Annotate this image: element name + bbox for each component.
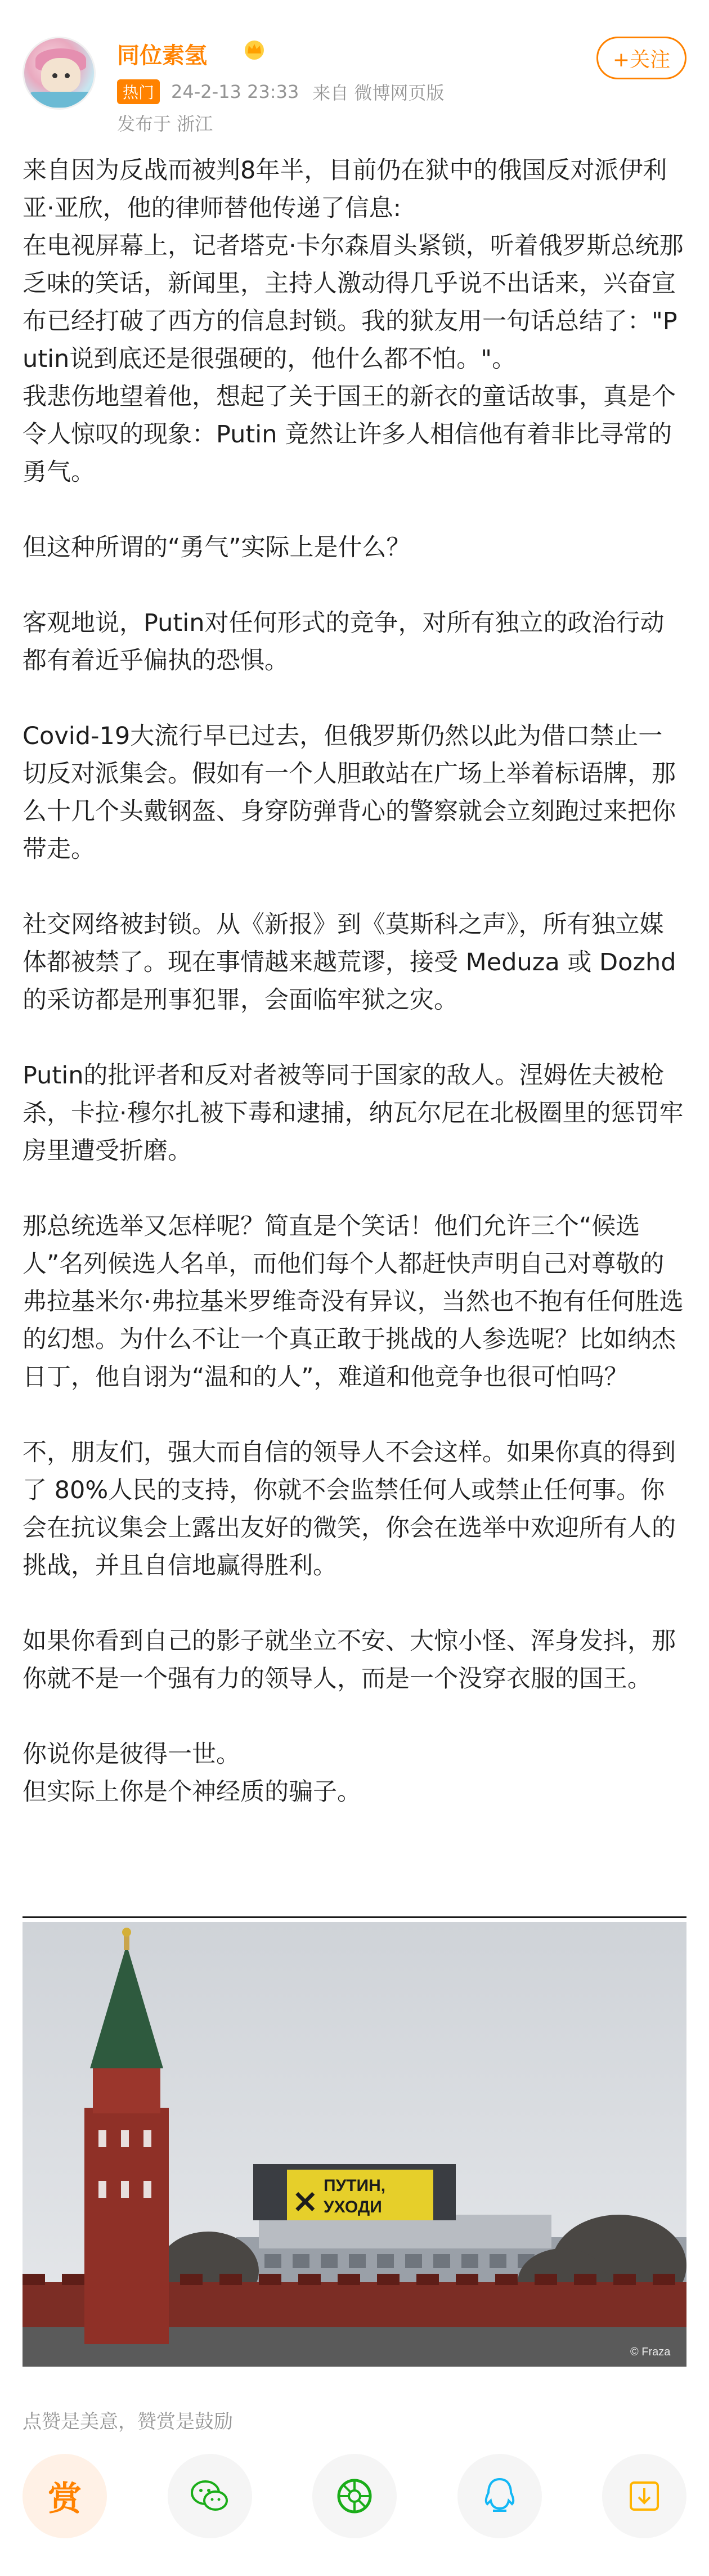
reward-icon: 赏 xyxy=(48,2479,82,2519)
follow-button[interactable]: +关注 xyxy=(596,37,686,79)
billboard-mark: × xyxy=(291,2181,319,2220)
paragraph: 但实际上你是个神经质的骗子。 xyxy=(23,1778,361,1806)
paragraph: 社交网络被封锁。从《新报》到《莫斯科之声》，所有独立媒体都被禁了。现在事情越来越荒谬，接受 Meduza 或 Dozhd 的采访都是刑事犯罪，会面临牢狱之灾。 xyxy=(23,911,676,1014)
wechat-share-button[interactable] xyxy=(168,2454,252,2538)
photo-watermark: © Fraza xyxy=(630,2346,671,2358)
reward-button[interactable] xyxy=(23,2454,107,2538)
paragraph: Putin的批评者和反对者被等同于国家的敌人。涅姆佐夫被枪杀，卡拉·穆尔扎被下毒和逮捕，纳瓦尔尼在北极圈里的惩罚牢房里遭受折磨。 xyxy=(23,1061,684,1165)
post-photo[interactable] xyxy=(23,1922,686,2367)
crown-icon xyxy=(242,39,267,60)
paragraph: 那总统选举又怎样呢？简直是个笑话！他们允许三个“候选人”名列候选人名单，而他们每个人都赶快声明自己对尊敬的弗拉基米尔·弗拉基米罗维奇没有异议，当然也不抱有任何胜选的幻想。为什么不让一个真正敢于挑战的人参选呢？比如纳杰日丁，他自诩为“温和的人”，难道和他竞争也很可怕吗？ xyxy=(23,1212,684,1391)
paragraph: 如果你看到自己的影子就坐立不安、大惊小怪、浑身发抖，那你就不是一个强有力的领导人，而是一个没穿衣服的国王。 xyxy=(23,1627,676,1693)
save-image-button[interactable] xyxy=(602,2454,686,2538)
billboard-line2: УХОДИ xyxy=(324,2198,382,2216)
hot-badge: 热门 xyxy=(117,79,160,104)
qq-share-button[interactable] xyxy=(457,2454,542,2538)
post-content xyxy=(23,152,686,1811)
post-meta xyxy=(117,80,444,103)
avatar[interactable] xyxy=(23,37,96,110)
qq-icon xyxy=(477,2474,522,2519)
reward-tip: 点赞是美意，赞赏是鼓励 xyxy=(23,2411,233,2433)
paragraph: 客观地说，Putin对任何形式的竞争，对所有独立的政治行动都有着近乎偏执的恐惧。 xyxy=(23,609,665,675)
save-icon xyxy=(622,2474,667,2519)
kremlin-photo xyxy=(23,1922,686,2367)
paragraph: 你说你是彼得一世。 xyxy=(23,1740,240,1768)
share-bar xyxy=(23,2454,686,2544)
billboard-line1: ПУТИН, xyxy=(324,2176,386,2195)
post-location: 发布于 浙江 xyxy=(117,113,213,135)
paragraph: 但这种所谓的“勇气”实际上是什么？ xyxy=(23,534,411,562)
moments-share-button[interactable] xyxy=(312,2454,397,2538)
paragraph: 来自因为反战而被判8年半，目前仍在狱中的俄国反对派伊利亚·亚欣，他的律师替他传递了信息: xyxy=(23,156,667,222)
post-header xyxy=(23,31,686,144)
paragraph: 不，朋友们，强大而自信的领导人不会这样。如果你真的得到了 80%人民的支持，你就不会监禁任何人或禁止任何事。你会在抗议集会上露出友好的微笑，你会在选举中欢迎所有人的挑战，并且自信地赢得胜利。 xyxy=(23,1439,676,1580)
paragraph: Covid-19大流行早已过去，但俄罗斯仍然以此为借口禁止一切反对派集会。假如有一个人胆敢站在广场上举着标语牌，那么十几个头戴钢盔、身穿防弹背心的警察就会立刻跑过来把你带走。 xyxy=(23,722,676,863)
post-time: 24-2-13 23:33 xyxy=(171,81,299,102)
username[interactable]: 同位素氢 xyxy=(117,43,207,69)
divider xyxy=(23,1916,686,1918)
post-source: 来自 微博网页版 xyxy=(312,82,445,104)
paragraph: 我悲伤地望着他，想起了关于国王的新衣的童话故事，真是个令人惊叹的现象：Putin 竟然让许多人相信他有着非比寻常的勇气。 xyxy=(23,383,676,486)
moments-icon xyxy=(332,2474,377,2519)
paragraph: 在电视屏幕上，记者塔克·卡尔森眉头紧锁，听着俄罗斯总统那乏味的笑话，新闻里，主持人激动得几乎说不出话来，兴奋宣布已经打破了西方的信息封锁。我的狱友用一句话总结了："Putin说到底还是很强硬的，他什么都不怕。"。 xyxy=(23,232,684,373)
wechat-icon xyxy=(187,2474,232,2519)
